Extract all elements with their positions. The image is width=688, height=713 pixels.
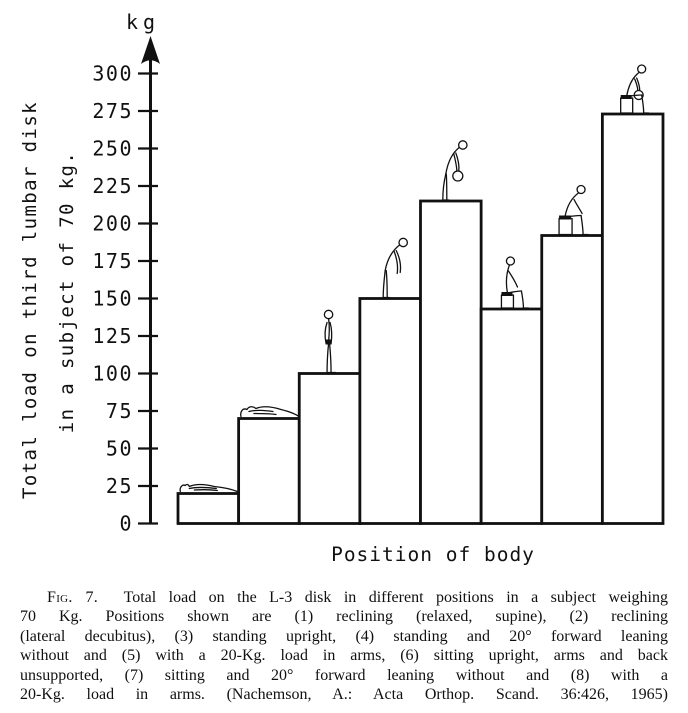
y-tick-label: 100	[92, 361, 133, 386]
caption-line: (lateral decubitus), (3) standing upright, (4) standing and 20° forward leaning	[20, 627, 668, 645]
bar	[481, 309, 542, 524]
y-tick-label: 200	[92, 211, 133, 236]
y-tick-label: 125	[92, 324, 133, 348]
y-axis-arrow-icon	[141, 36, 160, 64]
figure-sitting-upright-icon	[501, 257, 528, 308]
y-axis-title-line1: Total load on third lumbar disk	[19, 100, 41, 500]
caption-line	[20, 588, 668, 607]
y-tick-label: 25	[105, 474, 133, 498]
y-axis-unit-label: kg	[126, 10, 161, 34]
figure-sitting-forward-leaning-icon	[559, 186, 588, 235]
figure-caption	[20, 588, 668, 704]
figure-reclining-supine-icon	[180, 484, 237, 491]
bar	[542, 236, 603, 524]
bars-group	[178, 114, 663, 524]
caption-line: 20-Kg. load in arms. (Nachemson, A.: Acta Orthop. Scand. 36:426, 1965)	[20, 686, 668, 704]
figure-sitting-forward-leaning-load-icon	[621, 65, 649, 113]
bar	[239, 419, 300, 524]
bar	[178, 494, 239, 524]
caption-line-text: Total load on the L-3 disk in different positions in a subject weighing	[123, 589, 668, 606]
bar	[421, 201, 482, 524]
bar	[360, 299, 421, 524]
figure-standing-forward-leaning-icon	[383, 238, 407, 297]
figure-standing-upright-icon	[324, 310, 335, 372]
y-axis	[92, 10, 160, 536]
y-axis-title-line2: in a subject of 70 kg.	[56, 150, 78, 434]
y-tick-label: 300	[92, 61, 133, 86]
x-axis-title: Position of body	[331, 543, 535, 566]
y-tick-label: 0	[119, 511, 133, 536]
caption-line: unsupported, (7) sitting and 20° forward leaning without and (8) with a	[20, 666, 668, 684]
y-tick-label: 250	[92, 136, 133, 161]
figure-standing-forward-leaning-load-icon	[443, 141, 467, 200]
y-tick-label: 75	[105, 399, 133, 423]
figure-reclining-lateral-icon	[241, 407, 299, 417]
y-tick-label: 225	[92, 174, 133, 198]
caption-line: without and (5) with a 20-Kg. load in arms, (6) sitting upright, arms and back	[20, 647, 668, 665]
y-axis-ticks	[92, 62, 158, 536]
caption-line: 70 Kg. Positions shown are (1) reclining (relaxed, supine), (2) reclining	[20, 608, 668, 626]
y-tick-label: 150	[92, 286, 133, 311]
bar	[602, 114, 663, 524]
y-tick-label: 50	[105, 436, 133, 461]
y-tick-label: 275	[92, 99, 133, 123]
y-tick-label: 175	[92, 249, 133, 273]
bar	[299, 374, 360, 524]
caption-fig-label: Fig. 7.	[47, 589, 99, 606]
